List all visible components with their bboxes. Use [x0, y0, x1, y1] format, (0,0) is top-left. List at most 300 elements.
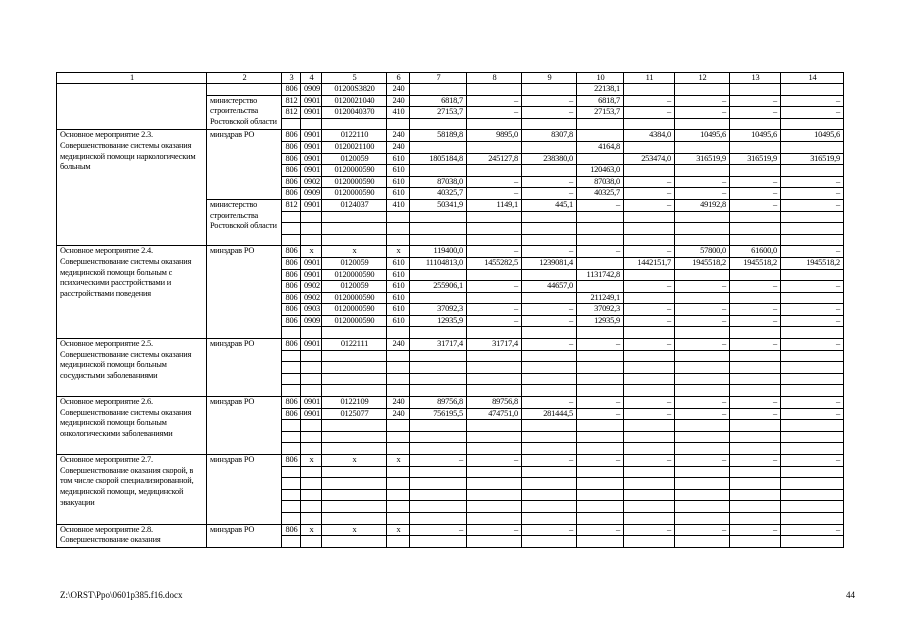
value-cell-col4: 0901 [301, 107, 322, 119]
value-cell-col7: 119400,0 [410, 246, 467, 258]
value-cell-col11: – [624, 176, 675, 188]
value-cell-col8 [467, 234, 522, 246]
value-cell-col3: 806 [282, 281, 301, 293]
value-cell-col14 [781, 118, 844, 130]
value-cell-col10 [577, 257, 624, 269]
value-cell-col12 [675, 327, 730, 339]
value-cell-col10: – [577, 199, 624, 211]
value-cell-col6 [387, 420, 410, 432]
table-row [57, 84, 844, 96]
value-cell-col10 [577, 362, 624, 374]
header-cell-1: 1 [57, 73, 207, 84]
value-cell-col5: 0120000590 [322, 315, 387, 327]
value-cell-col10: – [577, 339, 624, 351]
value-cell-col5 [322, 350, 387, 362]
value-cell-col12 [675, 373, 730, 385]
value-cell-col13 [730, 466, 781, 478]
value-cell-col3 [282, 385, 301, 397]
value-cell-col13 [730, 373, 781, 385]
value-cell-col8 [467, 420, 522, 432]
value-cell-col12 [675, 141, 730, 153]
value-cell-col10: 87038,0 [577, 176, 624, 188]
value-cell-col11: – [624, 95, 675, 107]
value-cell-col4 [301, 489, 322, 501]
value-cell-col14: – [781, 199, 844, 211]
value-cell-col3: 806 [282, 397, 301, 409]
value-cell-col3: 806 [282, 165, 301, 177]
value-cell-col7: 37092,3 [410, 304, 467, 316]
value-cell-col13: 61600,0 [730, 246, 781, 258]
value-cell-col12 [675, 431, 730, 443]
value-cell-col10 [577, 466, 624, 478]
value-cell-col4: х [301, 524, 322, 536]
value-cell-col3 [282, 327, 301, 339]
value-cell-col9: – [522, 524, 577, 536]
value-cell-col14 [781, 327, 844, 339]
value-cell-col12 [675, 489, 730, 501]
value-cell-col10: – [577, 408, 624, 420]
value-cell-col6: 610 [387, 176, 410, 188]
value-cell-col5 [322, 536, 387, 548]
value-cell-col14 [781, 269, 844, 281]
value-cell-col14: – [781, 524, 844, 536]
value-cell-col4: 0901 [301, 339, 322, 351]
value-cell-col5 [322, 443, 387, 455]
value-cell-col5: 0122111 [322, 339, 387, 351]
value-cell-col11: – [624, 524, 675, 536]
value-cell-col7 [410, 385, 467, 397]
value-cell-col11 [624, 269, 675, 281]
value-cell-col4 [301, 443, 322, 455]
value-cell-col8: 1455282,5 [467, 257, 522, 269]
value-cell-col3: 806 [282, 269, 301, 281]
value-cell-col12 [675, 269, 730, 281]
value-cell-col4: 0901 [301, 130, 322, 142]
value-cell-col8 [467, 141, 522, 153]
value-cell-col7 [410, 223, 467, 235]
value-cell-col11 [624, 118, 675, 130]
value-cell-col14 [781, 373, 844, 385]
value-cell-col6: 240 [387, 130, 410, 142]
value-cell-col4 [301, 362, 322, 374]
value-cell-col14 [781, 466, 844, 478]
measure-name-cell: Основное мероприятие 2.7. Совершенствование оказания скорой, в том числе скорой специализированной, медицинской помощи, медицинской эвакуации [57, 455, 207, 525]
value-cell-col14: – [781, 397, 844, 409]
value-cell-col6 [387, 431, 410, 443]
value-cell-col3: 812 [282, 95, 301, 107]
value-cell-col4: 0909 [301, 84, 322, 96]
value-cell-col14 [781, 141, 844, 153]
value-cell-col11 [624, 420, 675, 432]
value-cell-col13 [730, 223, 781, 235]
value-cell-col3 [282, 118, 301, 130]
value-cell-col3 [282, 350, 301, 362]
value-cell-col6 [387, 443, 410, 455]
value-cell-col10 [577, 431, 624, 443]
value-cell-col6 [387, 118, 410, 130]
value-cell-col14 [781, 292, 844, 304]
value-cell-col12 [675, 443, 730, 455]
value-cell-col12 [675, 466, 730, 478]
budget-table-page [56, 72, 844, 548]
value-cell-col8: – [467, 176, 522, 188]
value-cell-col5: 0120040370 [322, 107, 387, 119]
value-cell-col14: 316519,9 [781, 153, 844, 165]
value-cell-col10 [577, 489, 624, 501]
value-cell-col4 [301, 501, 322, 513]
value-cell-col5 [322, 211, 387, 223]
value-cell-col10: 27153,7 [577, 107, 624, 119]
value-cell-col10: – [577, 246, 624, 258]
value-cell-col6 [387, 350, 410, 362]
value-cell-col8 [467, 443, 522, 455]
value-cell-col11 [624, 165, 675, 177]
value-cell-col8 [467, 489, 522, 501]
header-cell-11: 11 [624, 73, 675, 84]
value-cell-col5 [322, 420, 387, 432]
value-cell-col9: 8307,8 [522, 130, 577, 142]
executor-cell [207, 84, 282, 96]
value-cell-col8: – [467, 524, 522, 536]
value-cell-col7 [410, 489, 467, 501]
value-cell-col6: 240 [387, 397, 410, 409]
value-cell-col10 [577, 118, 624, 130]
value-cell-col5: 0120000590 [322, 292, 387, 304]
value-cell-col13: – [730, 304, 781, 316]
value-cell-col14: – [781, 339, 844, 351]
value-cell-col6 [387, 385, 410, 397]
value-cell-col8 [467, 466, 522, 478]
value-cell-col13 [730, 211, 781, 223]
value-cell-col14 [781, 84, 844, 96]
value-cell-col9 [522, 443, 577, 455]
value-cell-col6: 610 [387, 292, 410, 304]
value-cell-col8 [467, 512, 522, 524]
value-cell-col7: 89756,8 [410, 397, 467, 409]
value-cell-col12: 57800,0 [675, 246, 730, 258]
value-cell-col6: 610 [387, 188, 410, 200]
value-cell-col14 [781, 443, 844, 455]
value-cell-col7 [410, 211, 467, 223]
value-cell-col5: 01200S3820 [322, 84, 387, 96]
value-cell-col12: 49192,8 [675, 199, 730, 211]
value-cell-col4: 0902 [301, 281, 322, 293]
value-cell-col11: – [624, 315, 675, 327]
value-cell-col7: – [410, 524, 467, 536]
value-cell-col10 [577, 443, 624, 455]
value-cell-col5: 0120059 [322, 257, 387, 269]
value-cell-col3: 806 [282, 408, 301, 420]
value-cell-col7 [410, 165, 467, 177]
value-cell-col14 [781, 420, 844, 432]
value-cell-col13 [730, 536, 781, 548]
value-cell-col5 [322, 466, 387, 478]
value-cell-col12 [675, 223, 730, 235]
value-cell-col6 [387, 373, 410, 385]
header-cell-2: 2 [207, 73, 282, 84]
value-cell-col5 [322, 373, 387, 385]
executor-cell: министерство строительства Ростовской области [207, 199, 282, 245]
value-cell-col11 [624, 223, 675, 235]
value-cell-col12 [675, 362, 730, 374]
value-cell-col13 [730, 489, 781, 501]
value-cell-col5: 0120000590 [322, 165, 387, 177]
value-cell-col4: 0901 [301, 408, 322, 420]
value-cell-col9: – [522, 304, 577, 316]
value-cell-col9: – [522, 315, 577, 327]
value-cell-col3: 812 [282, 107, 301, 119]
value-cell-col3: 806 [282, 84, 301, 96]
value-cell-col13 [730, 84, 781, 96]
value-cell-col4 [301, 211, 322, 223]
value-cell-col5 [322, 478, 387, 490]
value-cell-col13 [730, 431, 781, 443]
value-cell-col12: – [675, 408, 730, 420]
value-cell-col12 [675, 211, 730, 223]
value-cell-col13: – [730, 176, 781, 188]
value-cell-col14 [781, 223, 844, 235]
value-cell-col9: – [522, 107, 577, 119]
value-cell-col13 [730, 269, 781, 281]
value-cell-col9 [522, 489, 577, 501]
value-cell-col9: 238380,0 [522, 153, 577, 165]
value-cell-col5: х [322, 455, 387, 467]
value-cell-col12 [675, 501, 730, 513]
value-cell-col4: х [301, 246, 322, 258]
value-cell-col7: 50341,9 [410, 199, 467, 211]
value-cell-col8 [467, 269, 522, 281]
value-cell-col4: 0901 [301, 257, 322, 269]
value-cell-col11: 4384,0 [624, 130, 675, 142]
value-cell-col5: х [322, 246, 387, 258]
value-cell-col8: – [467, 281, 522, 293]
value-cell-col4: 0901 [301, 199, 322, 211]
value-cell-col9: 1239081,4 [522, 257, 577, 269]
value-cell-col12: – [675, 397, 730, 409]
value-cell-col10: – [577, 524, 624, 536]
value-cell-col11 [624, 327, 675, 339]
value-cell-col11 [624, 141, 675, 153]
table-row [57, 246, 844, 258]
value-cell-col14 [781, 211, 844, 223]
value-cell-col8: 245127,8 [467, 153, 522, 165]
value-cell-col14: – [781, 176, 844, 188]
value-cell-col5 [322, 362, 387, 374]
value-cell-col11 [624, 466, 675, 478]
value-cell-col9: – [522, 397, 577, 409]
value-cell-col3 [282, 211, 301, 223]
value-cell-col4 [301, 327, 322, 339]
value-cell-col5 [322, 489, 387, 501]
value-cell-col3 [282, 443, 301, 455]
value-cell-col11 [624, 211, 675, 223]
value-cell-col8 [467, 501, 522, 513]
value-cell-col9 [522, 165, 577, 177]
value-cell-col6: 410 [387, 199, 410, 211]
value-cell-col3: 806 [282, 339, 301, 351]
value-cell-col8 [467, 292, 522, 304]
value-cell-col9 [522, 327, 577, 339]
value-cell-col6 [387, 234, 410, 246]
value-cell-col14: – [781, 455, 844, 467]
value-cell-col7: 40325,7 [410, 188, 467, 200]
value-cell-col4 [301, 223, 322, 235]
value-cell-col9: 281444,5 [522, 408, 577, 420]
value-cell-col10 [577, 501, 624, 513]
value-cell-col8 [467, 373, 522, 385]
value-cell-col10 [577, 478, 624, 490]
value-cell-col5: 0120000590 [322, 269, 387, 281]
value-cell-col7 [410, 478, 467, 490]
value-cell-col11 [624, 385, 675, 397]
value-cell-col11 [624, 362, 675, 374]
value-cell-col11 [624, 234, 675, 246]
value-cell-col14: – [781, 315, 844, 327]
value-cell-col8 [467, 478, 522, 490]
value-cell-col5: 0120000590 [322, 304, 387, 316]
value-cell-col6 [387, 362, 410, 374]
value-cell-col7 [410, 431, 467, 443]
value-cell-col4 [301, 373, 322, 385]
value-cell-col3 [282, 512, 301, 524]
value-cell-col5: 0124037 [322, 199, 387, 211]
value-cell-col6: 240 [387, 84, 410, 96]
value-cell-col6: 610 [387, 304, 410, 316]
value-cell-col4 [301, 350, 322, 362]
value-cell-col10 [577, 153, 624, 165]
value-cell-col10 [577, 234, 624, 246]
executor-cell: министерство строительства Ростовской области [207, 95, 282, 130]
value-cell-col3: 806 [282, 315, 301, 327]
value-cell-col7 [410, 234, 467, 246]
value-cell-col3 [282, 489, 301, 501]
value-cell-col6 [387, 327, 410, 339]
value-cell-col12: 1945518,2 [675, 257, 730, 269]
value-cell-col9: – [522, 95, 577, 107]
value-cell-col8 [467, 211, 522, 223]
value-cell-col10: – [577, 397, 624, 409]
value-cell-col9: – [522, 188, 577, 200]
value-cell-col14 [781, 489, 844, 501]
value-cell-col13: – [730, 281, 781, 293]
value-cell-col11 [624, 489, 675, 501]
value-cell-col5 [322, 223, 387, 235]
value-cell-col10: 37092,3 [577, 304, 624, 316]
value-cell-col4 [301, 466, 322, 478]
value-cell-col8 [467, 385, 522, 397]
value-cell-col14 [781, 512, 844, 524]
value-cell-col7 [410, 292, 467, 304]
value-cell-col13: – [730, 95, 781, 107]
value-cell-col12 [675, 385, 730, 397]
value-cell-col4: 0901 [301, 141, 322, 153]
value-cell-col12: – [675, 304, 730, 316]
value-cell-col6 [387, 478, 410, 490]
value-cell-col5 [322, 431, 387, 443]
value-cell-col13 [730, 165, 781, 177]
value-cell-col6 [387, 501, 410, 513]
value-cell-col7: 756195,5 [410, 408, 467, 420]
value-cell-col5 [322, 327, 387, 339]
value-cell-col7: 58189,8 [410, 130, 467, 142]
value-cell-col13 [730, 478, 781, 490]
value-cell-col7 [410, 350, 467, 362]
value-cell-col9 [522, 211, 577, 223]
value-cell-col7 [410, 512, 467, 524]
value-cell-col11 [624, 536, 675, 548]
value-cell-col9 [522, 234, 577, 246]
value-cell-col14 [781, 350, 844, 362]
value-cell-col3 [282, 373, 301, 385]
value-cell-col6: х [387, 455, 410, 467]
value-cell-col13 [730, 292, 781, 304]
value-cell-col12 [675, 536, 730, 548]
value-cell-col12 [675, 84, 730, 96]
value-cell-col8 [467, 431, 522, 443]
value-cell-col9: – [522, 246, 577, 258]
value-cell-col4: 0902 [301, 292, 322, 304]
value-cell-col7 [410, 443, 467, 455]
value-cell-col3 [282, 466, 301, 478]
measure-name-cell: Основное мероприятие 2.5. Совершенствование системы оказания медицинской помощи больным сосудистыми заболеваниями [57, 339, 207, 397]
value-cell-col12 [675, 512, 730, 524]
header-cell-14: 14 [781, 73, 844, 84]
value-cell-col6: 240 [387, 408, 410, 420]
executor-cell: минздрав РО [207, 246, 282, 339]
value-cell-col14 [781, 501, 844, 513]
value-cell-col13 [730, 512, 781, 524]
value-cell-col12: – [675, 524, 730, 536]
value-cell-col8 [467, 165, 522, 177]
value-cell-col9 [522, 292, 577, 304]
value-cell-col7: 12935,9 [410, 315, 467, 327]
value-cell-col5: 0120021040 [322, 95, 387, 107]
value-cell-col11 [624, 292, 675, 304]
value-cell-col11 [624, 350, 675, 362]
value-cell-col13: – [730, 107, 781, 119]
value-cell-col12 [675, 350, 730, 362]
value-cell-col9 [522, 512, 577, 524]
value-cell-col14: – [781, 188, 844, 200]
value-cell-col8: – [467, 188, 522, 200]
value-cell-col13 [730, 234, 781, 246]
value-cell-col8: 9895,0 [467, 130, 522, 142]
value-cell-col7 [410, 327, 467, 339]
value-cell-col6: х [387, 524, 410, 536]
value-cell-col12: – [675, 315, 730, 327]
value-cell-col14 [781, 385, 844, 397]
value-cell-col10: 211249,1 [577, 292, 624, 304]
value-cell-col9: 44657,0 [522, 281, 577, 293]
value-cell-col5: 0120059 [322, 153, 387, 165]
value-cell-col3: 806 [282, 304, 301, 316]
header-cell-6: 6 [387, 73, 410, 84]
value-cell-col4 [301, 385, 322, 397]
value-cell-col4: 0901 [301, 397, 322, 409]
value-cell-col3 [282, 362, 301, 374]
value-cell-col13: 10495,6 [730, 130, 781, 142]
value-cell-col11: – [624, 304, 675, 316]
table-row [57, 524, 844, 536]
value-cell-col3: 806 [282, 246, 301, 258]
value-cell-col4: 0909 [301, 188, 322, 200]
table-row [57, 397, 844, 409]
value-cell-col10: – [577, 455, 624, 467]
value-cell-col5: 0122110 [322, 130, 387, 142]
value-cell-col10 [577, 512, 624, 524]
value-cell-col13 [730, 362, 781, 374]
value-cell-col9: – [522, 176, 577, 188]
